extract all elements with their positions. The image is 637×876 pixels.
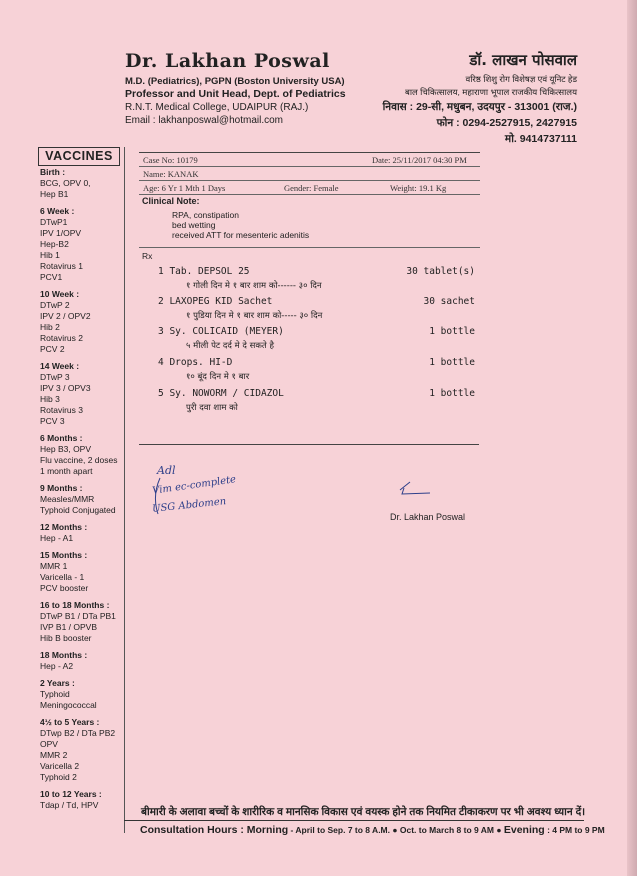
vaccine-age-heading: 12 Months :: [40, 522, 88, 532]
morning-label: Morning: [246, 824, 289, 836]
vaccine-item: PCV 3: [40, 416, 65, 426]
consultation-hours: [140, 824, 605, 836]
vaccine-item: Typhoid Conjugated: [40, 505, 116, 515]
medication-item: [158, 326, 478, 351]
medication-item: [158, 266, 478, 291]
phone-hindi: फोन : 0294-2527915, 2427915: [436, 117, 577, 129]
vaccine-item: Measles/MMR: [40, 494, 95, 504]
handwritten-note-2: Vim ec-complete: [151, 474, 237, 497]
vaccine-item: PCV booster: [40, 583, 89, 593]
medication-quantity: 1 bottle: [429, 388, 475, 399]
rule: [139, 180, 480, 181]
patient-age: Age: 6 Yr 1 Mth 1 Days: [143, 183, 226, 193]
hospital-hindi: बाल चिकित्सालय, महाराणा भूपाल राजकीय चिकित्सालय: [404, 87, 577, 97]
vaccine-item: MMR 1: [40, 561, 68, 571]
patient-weight: Weight: 19.1 Kg: [390, 183, 447, 193]
vaccine-group: [40, 650, 122, 672]
vaccine-group: [40, 678, 122, 711]
vaccine-item: PCV1: [40, 272, 63, 282]
footer-rule: [124, 820, 584, 821]
vaccine-item: IPV 2 / OPV2: [40, 311, 91, 321]
vaccine-item: Hep - A2: [40, 661, 74, 671]
medication-item: [158, 357, 478, 382]
designation: Professor and Unit Head, Dept. of Pediatrics: [125, 88, 346, 100]
doctor-name-hindi: डॉ. लाखन पोसवाल: [469, 51, 577, 69]
medication-name: 1 Tab. DEPSOL 25: [158, 266, 250, 277]
vaccine-item: Rotavirus 1: [40, 261, 83, 271]
vaccine-item: Typhoid: [40, 689, 70, 699]
vaccines-title: VACCINES: [38, 147, 120, 166]
vaccine-group: [40, 167, 122, 200]
vaccine-item: IPV 1/OPV: [40, 228, 82, 238]
vaccine-group: [40, 600, 122, 644]
footer-note-hindi: बीमारी के अलावा बच्चों के शारीरिक व मानसिक विकास एवं वयस्क होने तक नियमित टीकाकरण पर भी अवश्य ध्यान दें।: [141, 806, 586, 818]
vaccine-item: Meningococcal: [40, 700, 97, 710]
medication-name: 4 Drops. HI-D: [158, 357, 233, 368]
vaccine-item: Flu vaccine, 2 doses: [40, 455, 118, 465]
qualification: M.D. (Pediatrics), PGPN (Boston University USA): [125, 76, 345, 87]
vaccine-age-heading: 4½ to 5 Years :: [40, 717, 100, 727]
top-rule: [139, 152, 480, 153]
clinical-note-line: bed wetting: [172, 220, 216, 230]
medication-quantity: 1 bottle: [429, 357, 475, 368]
vaccine-age-heading: 15 Months :: [40, 550, 88, 560]
vaccine-item: Hep B3, OPV: [40, 444, 92, 454]
vaccine-item: DTwP 3: [40, 372, 70, 382]
vaccine-age-heading: 10 Week :: [40, 289, 80, 299]
medication-name: 3 Sy. COLICAID (MEYER): [158, 326, 284, 337]
medication-instructions: १ गोली दिन मे १ बार शाम को------ ३० दिन: [186, 281, 322, 291]
clinical-note-line: RPA, constipation: [172, 210, 239, 220]
patient-name: Name: KANAK: [143, 169, 199, 179]
vaccine-age-heading: 18 Months :: [40, 650, 88, 660]
vaccine-item: Hep B1: [40, 189, 69, 199]
vaccine-group: [40, 550, 122, 594]
medication-instructions: ५ मीली पेट दर्द मे दे सकते है: [186, 341, 274, 351]
vaccine-item: Hib 2: [40, 322, 60, 332]
handwritten-note-1: Adl: [157, 464, 176, 477]
sidebar-divider: [124, 147, 125, 833]
doctor-name: Dr. Lakhan Poswal: [125, 50, 330, 72]
medication-quantity: 30 sachet: [423, 296, 475, 307]
medication-name: 5 Sy. NOWORM / CIDAZOL: [158, 388, 284, 399]
vaccine-item: Varicella - 1: [40, 572, 85, 582]
rule: [139, 194, 480, 195]
medication-item: [158, 296, 478, 321]
rule: [139, 166, 480, 167]
evening-label: Evening: [503, 824, 545, 836]
vaccine-item: Hep-B2: [40, 239, 69, 249]
vaccine-schedule: [40, 167, 122, 817]
handwritten-note-3: USG Abdomen: [151, 496, 227, 515]
vaccine-group: [40, 789, 122, 811]
email: Email : lakhanposwal@hotmail.com: [125, 115, 283, 126]
vaccine-item: Typhoid 2: [40, 772, 77, 782]
vaccine-item: Rotavirus 3: [40, 405, 83, 415]
hours-label: Consultation Hours :: [140, 824, 247, 836]
college: R.N.T. Medical College, UDAIPUR (RAJ.): [125, 102, 309, 113]
vaccine-item: Hib B booster: [40, 633, 92, 643]
signature-name: Dr. Lakhan Poswal: [390, 512, 466, 522]
vaccine-group: [40, 361, 122, 427]
vaccine-age-heading: 2 Years :: [40, 678, 75, 688]
vaccine-item: Hib 1: [40, 250, 60, 260]
vaccine-group: [40, 433, 122, 477]
vaccine-age-heading: 14 Week :: [40, 361, 80, 371]
vaccine-item: Rotavirus 2: [40, 333, 83, 343]
rule: [139, 247, 480, 248]
vaccine-group: [40, 289, 122, 355]
patient-gender: Gender: Female: [284, 183, 339, 193]
vaccine-item: Tdap / Td, HPV: [40, 800, 99, 810]
case-number: Case No: 10179: [143, 155, 198, 165]
signature-mark: [396, 478, 436, 498]
vaccine-item: DTwP1: [40, 217, 68, 227]
medication-instructions: पुरी दवा शाम को: [186, 403, 238, 413]
vaccine-age-heading: 6 Week :: [40, 206, 75, 216]
medication-instructions: १ पुडिया दिन मे १ बार शाम को----- ३० दिन: [186, 311, 323, 321]
vaccine-item: DTwp B2 / DTa PB2: [40, 728, 116, 738]
handwritten-bracket: [150, 476, 162, 516]
clinical-note-text: [172, 210, 309, 240]
rx-bottom-rule: [139, 444, 479, 445]
vaccine-age-heading: 6 Months :: [40, 433, 83, 443]
vaccine-group: [40, 483, 122, 516]
vaccine-age-heading: Birth :: [40, 167, 66, 177]
vaccine-group: [40, 522, 122, 544]
clinical-note-title: Clinical Note:: [142, 196, 200, 206]
vaccine-age-heading: 10 to 12 Years :: [40, 789, 102, 799]
vaccine-group: [40, 206, 122, 283]
vaccine-age-heading: 16 to 18 Months :: [40, 600, 110, 610]
designation-hindi: वरिष्ठ शिशु रोग विशेषज्ञ एवं यूनिट हेड: [465, 74, 577, 84]
vaccine-item: PCV 2: [40, 344, 65, 354]
address-hindi: निवास : 29-सी, मधुबन, उदयपुर - 313001 (राज.): [382, 101, 577, 113]
medication-quantity: 30 tablet(s): [406, 266, 475, 277]
evening-detail: : 4 PM to 9 PM: [544, 825, 605, 835]
morning-detail: - April to Sep. 7 to 8 A.M. ● Oct. to March 8 to 9 AM ●: [288, 825, 504, 835]
vaccine-item: Varicella 2: [40, 761, 80, 771]
vaccine-age-heading: 9 Months :: [40, 483, 83, 493]
vaccine-item: MMR 2: [40, 750, 68, 760]
vaccine-item: BCG, OPV 0,: [40, 178, 91, 188]
medication-name: 2 LAXOPEG KID Sachet: [158, 296, 273, 307]
vaccine-item: DTwP 2: [40, 300, 70, 310]
vaccine-group: [40, 717, 122, 783]
paper-edge-shadow: [627, 0, 637, 876]
medication-instructions: १० बूंद दिन मे १ बार: [186, 372, 250, 382]
header-hindi: [327, 50, 577, 147]
visit-date: Date: 25/11/2017 04:30 PM: [372, 155, 467, 165]
vaccine-item: Hep - A1: [40, 533, 74, 543]
vaccine-item: IPV 3 / OPV3: [40, 383, 91, 393]
clinical-note-line: received ATT for mesenteric adenitis: [172, 230, 310, 240]
vaccine-item: IVP B1 / OPVB: [40, 622, 98, 632]
vaccine-item: 1 month apart: [40, 466, 93, 476]
vaccine-item: DTwP B1 / DTa PB1: [40, 611, 116, 621]
medication-quantity: 1 bottle: [429, 326, 475, 337]
medication-item: [158, 388, 478, 413]
rx-label: Rx: [142, 251, 153, 261]
vaccine-item: Hib 3: [40, 394, 60, 404]
mobile-hindi: मो. 9414737111: [504, 133, 577, 145]
vaccine-item: OPV: [40, 739, 58, 749]
